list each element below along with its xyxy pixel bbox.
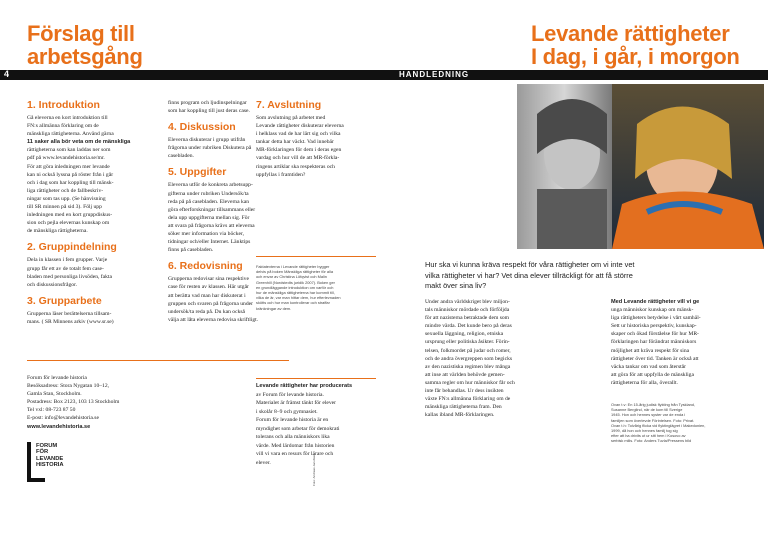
body-right: Med Levande rättigheter vill vi ge unga människor kunskap om mänsk- liga rättigheters betydelse i vårt samhäl- Sett ur historiska perspektiv, kunskap- skaper och ökad förståelse för hur MR- förklaringen har förändrat människors möjlighet att kräva respekt för sina rättigheter över tid. Tanken är också att väcka tankar om vad som återstår att göra för att uppfylla de mänskliga rättigheterna för alla, överallt. xyxy=(611,299,701,386)
text-avslutning: Som avslutning på arbetet med Levande rättigheter diskuterar eleverna i helklass vad de har lärt sig och vilka tankar detta har väckt. Vad innebär MR-förklaringen för dem i deras egen vardag och hur vill de att MR-förkla- ringens artiklar ska respekteras och uppfyllas i framtiden? xyxy=(256,115,344,178)
text-introduktion: Gå eleverna en kort introduktion till FN:s allmänna förklaring om de mänskliga rättigheterna. Använd gärna 11 saker alla bör veta om de mänskliga rättigheterna som kan laddas ner som pdf på www.levandehistoria.se/mr. För att göra inledningen mer levande kan ni också lyssna på röster från i går och i dag som har koppling till mänsk- liga rättigheter och de fallbeskriv- ningar som tas upp. (Se hänvisning till SR minnen på sid 3). Följ upp inledningen med en kort gruppdiskus- sion och pejla elevernas kunskap om de mänskliga rättigheterna. xyxy=(27,115,131,235)
photo-art xyxy=(517,84,764,249)
text-grupparbete-cont: finns program och ljudinspelningar som har koppling till just deras case. xyxy=(168,100,250,115)
facts-rule-top xyxy=(256,256,376,257)
header-bar xyxy=(0,70,768,80)
page-number: 4 xyxy=(4,69,10,79)
heading-redovisning: 6. Redovisning xyxy=(168,260,243,273)
logo-bar xyxy=(27,442,31,482)
address-block: Forum för levande historia Besöksadress: Stora Nygatan 10–12, Gamla Stan, Stockholm. Postadress: Box 2123, 103 13 Stockholm Tel vxl: 08-723 87 50 E-post: info@levandehistoria.se www.levandehistoria.se xyxy=(27,374,187,431)
photo-collage xyxy=(517,84,764,249)
heading-uppgifter: 5. Uppgifter xyxy=(168,166,227,179)
text-diskussion: Eleverna diskuterar i grupp utifrån frågorna under rubriken Diskutera på casebladen. xyxy=(168,137,252,160)
logo-foot xyxy=(27,478,45,482)
logo: FORUM FÖR LEVANDE HISTORIA xyxy=(36,443,64,469)
heading-avslutning: 7. Avslutning xyxy=(256,99,322,111)
text-gruppindelning: Dela in klassen i fem grupper. Varje grupp får ett av de totalt fem case- bladen med personliga livsöden, fakta och diskussionsfrågor. xyxy=(27,257,112,288)
facts-note: Faktatexterna i Levande rättigheter bygger delvis på boken Mänskliga rättigheter för alla och envar av Christina Löfqvist och Malin Greenhill (Nordstedts juridik 2007). Boken ger en grundläggande introduktion om varför och hur de mänskliga rättigheterna har kommit till, vilka de är, var man hittar dem, hur efterlevnaden skötts och hur man kontrollerar och straffar kränkningar av dem. xyxy=(256,264,341,311)
vertical-credit: Foto: Andreas Jacobsen xyxy=(312,453,316,486)
producer-rule-top xyxy=(256,378,376,379)
section-label: HANDLEDNING xyxy=(399,70,470,79)
website-link[interactable]: www.levandehistoria.se xyxy=(27,423,91,430)
text-uppgifter: Eleverna utför de konkreta arbetsupp- gifterna under rubriken Undersök/ta reda på på casebladen. Eleverna kan göra efterforskningar tillsammans eller dela upp uppgifterna mellan sig. För att svara på frågorna krävs att eleverna söker mer information via böcker, tidningar och/eller Internet. Länktips finns på casebladen. xyxy=(168,182,256,254)
left-title: Förslag till arbetsgång xyxy=(27,21,143,69)
right-title: Levande rättigheter I dag, i går, i morgon xyxy=(531,21,740,69)
divider-rule xyxy=(27,360,289,361)
heading-diskussion: 4. Diskussion xyxy=(168,121,236,134)
column-3 xyxy=(256,99,380,185)
intro-question: Hur ska vi kunna kräva respekt för våra rättigheter om vi inte vet vilka rättigheter vi har? Vet dina elever tillräckligt för att få större makt över sina liv? xyxy=(425,260,635,290)
heading-introduktion: 1. Introduktion xyxy=(27,99,100,111)
producer-note: Levande rättigheter har producerats av Forum för levande historia. Materialet är främst tänkt för elever i skolår 8–9 och gymnasiet. Forum för levande historia är en myndighet som arbetar för demokrati tolerans och alla människors lika värde. Med lärdomar från historien vill vi vara en resurs för lärare och elever. xyxy=(256,383,353,466)
photo-caption: Ovan t.v: En 15-årig judisk flykting från Tyskland, Susanne Berglind, när de kom till Sverige 1945. Hon och hennes syster var de enda i familjen som överlevde Förintelsen. Foto: Privat. Ovan t.h: Tolvårig flicka vid flyktinglägret i Makedonien, 1999, då hon och hennes familj tog sig efter att ha drivits ut ur sitt hem i Kosovo av serbisk milis. Foto: Anders Tuvla/Pressens bild xyxy=(611,402,706,444)
bw-coat xyxy=(537,189,607,249)
column-1 xyxy=(27,99,149,332)
text-grupparbete: Grupperna läser berättelserna tillsam- mans. ( SR Minnens arkiv (www.sr.se) xyxy=(27,310,114,325)
body-left: Under andra världskriget blev miljon- tals människor mördade och förföljda för att nazisterna betraktade dem som mindre värda. Det kunde bero på deras sexuella läggning, religion, etniska ursprung eller politiska åsikter. Förin- telsen, folkmordet på judar och romer, och de andra övergreppen som begicks av den nazistiska regimen blev många att inse att världen behövde gemen- samma regler om hur människor får och inte får behandlas. Ur dess insikten växte FN:s allmänna förklaring om de mänskliga rättigheterna fram. Den kallas ibland MR-förklaringen. xyxy=(425,299,515,419)
heading-gruppindelning: 2. Gruppindelning xyxy=(27,241,117,254)
heading-grupparbete: 3. Grupparbete xyxy=(27,294,102,307)
text-redovisning: Grupperna redovisar sina respektive case för resten av klassen. Här utgår att berätta vad man har diskuterat i gruppen och svaren på frågorna under undersök/ta reda på. Du kan också välja att låta eleverna redovisa skriftligt. xyxy=(168,276,259,323)
